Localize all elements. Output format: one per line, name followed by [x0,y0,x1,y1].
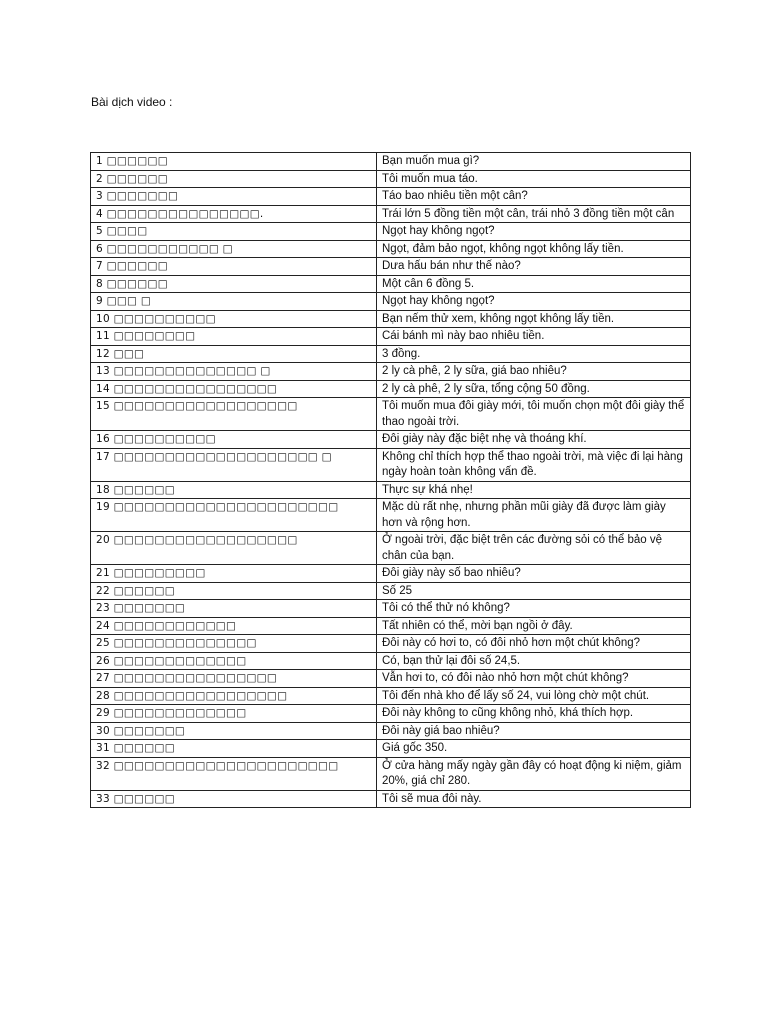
source-text-cell: 22 □□□□□□ [91,582,377,600]
source-text-cell: 26 □□□□□□□□□□□□□ [91,652,377,670]
document-heading: Bài dịch video : [91,95,173,109]
table-row [91,170,691,188]
translation-text-cell: Giá gốc 350. [377,740,691,758]
table-row [91,363,691,381]
source-text-cell: 30 □□□□□□□ [91,722,377,740]
table-row [91,431,691,449]
source-text-cell: 13 □□□□□□□□□□□□□□ □ [91,363,377,381]
translation-text-cell: Bạn muốn mua gì? [377,153,691,171]
source-text-cell: 9 □□□ □ [91,293,377,311]
source-text-cell: 4 □□□□□□□□□□□□□□□. [91,205,377,223]
table-row [91,380,691,398]
translation-text-cell: 2 ly cà phê, 2 ly sữa, tổng cộng 50 đồng. [377,380,691,398]
source-text-cell: 32 □□□□□□□□□□□□□□□□□□□□□□ [91,757,377,790]
translation-text-cell: Một cân 6 đồng 5. [377,275,691,293]
table-row [91,532,691,565]
source-text-cell: 7 □□□□□□ [91,258,377,276]
table-row [91,188,691,206]
translation-text-cell: Tất nhiên có thể, mời bạn ngồi ở đây. [377,617,691,635]
source-text-cell: 1 □□□□□□ [91,153,377,171]
translation-table [90,152,691,808]
table-row [91,448,691,481]
translation-text-cell: Số 25 [377,582,691,600]
source-text-cell: 8 □□□□□□ [91,275,377,293]
table-row [91,790,691,808]
table-row [91,205,691,223]
translation-text-cell: Đôi này giá bao nhiêu? [377,722,691,740]
translation-text-cell: Tôi đến nhà kho để lấy số 24, vui lòng chờ một chút. [377,687,691,705]
source-text-cell: 6 □□□□□□□□□□□ □ [91,240,377,258]
translation-text-cell: Vẫn hơi to, có đôi nào nhỏ hơn một chút không? [377,670,691,688]
source-text-cell: 2 □□□□□□ [91,170,377,188]
table-row [91,223,691,241]
table-row [91,153,691,171]
translation-text-cell: Không chỉ thích hợp thể thao ngoài trời, mà việc đi lại hàng ngày hoàn toàn không vấn đề. [377,448,691,481]
translation-text-cell: Tôi muốn mua táo. [377,170,691,188]
translation-text-cell: Ở ngoài trời, đặc biệt trên các đường sỏi có thể bảo vệ chân của bạn. [377,532,691,565]
translation-text-cell: Đôi giày này số bao nhiêu? [377,565,691,583]
table-row [91,687,691,705]
translation-text-cell: Trái lớn 5 đồng tiền một cân, trái nhỏ 3 đồng tiền một cân [377,205,691,223]
translation-text-cell: Táo bao nhiêu tiền một cân? [377,188,691,206]
source-text-cell: 10 □□□□□□□□□□ [91,310,377,328]
source-text-cell: 14 □□□□□□□□□□□□□□□□ [91,380,377,398]
source-text-cell: 31 □□□□□□ [91,740,377,758]
table-row [91,705,691,723]
table-row [91,600,691,618]
source-text-cell: 17 □□□□□□□□□□□□□□□□□□□□ □ [91,448,377,481]
translation-text-cell: Ngọt hay không ngọt? [377,293,691,311]
source-text-cell: 11 □□□□□□□□ [91,328,377,346]
table-row [91,398,691,431]
table-row [91,240,691,258]
table-row [91,740,691,758]
table-row [91,328,691,346]
table-row [91,670,691,688]
translation-text-cell: Thực sự khá nhẹ! [377,481,691,499]
source-text-cell: 3 □□□□□□□ [91,188,377,206]
translation-text-cell: Mặc dù rất nhẹ, nhưng phần mũi giày đã được làm giày hơn và rộng hơn. [377,499,691,532]
source-text-cell: 19 □□□□□□□□□□□□□□□□□□□□□□ [91,499,377,532]
source-text-cell: 20 □□□□□□□□□□□□□□□□□□ [91,532,377,565]
source-text-cell: 24 □□□□□□□□□□□□ [91,617,377,635]
translation-text-cell: Đôi giày này đặc biệt nhẹ và thoáng khí. [377,431,691,449]
table-row [91,757,691,790]
translation-text-cell: Tôi có thể thử nó không? [377,600,691,618]
table-row [91,617,691,635]
table-row [91,582,691,600]
table-row [91,652,691,670]
translation-text-cell: Có, bạn thử lại đôi số 24,5. [377,652,691,670]
table-row [91,481,691,499]
translation-text-cell: 3 đồng. [377,345,691,363]
source-text-cell: 12 □□□ [91,345,377,363]
table-row [91,499,691,532]
source-text-cell: 16 □□□□□□□□□□ [91,431,377,449]
source-text-cell: 23 □□□□□□□ [91,600,377,618]
source-text-cell: 27 □□□□□□□□□□□□□□□□ [91,670,377,688]
source-text-cell: 15 □□□□□□□□□□□□□□□□□□ [91,398,377,431]
translation-text-cell: Ở cửa hàng mấy ngày gần đây có hoạt động ki niệm, giảm 20%, giá chỉ 280. [377,757,691,790]
translation-text-cell: Tôi muốn mua đôi giày mới, tôi muốn chọn một đôi giày thể thao ngoài trời. [377,398,691,431]
translation-text-cell: Đôi này không to cũng không nhỏ, khá thích hợp. [377,705,691,723]
table-row [91,722,691,740]
source-text-cell: 5 □□□□ [91,223,377,241]
translation-text-cell: Bạn nếm thử xem, không ngọt không lấy tiền. [377,310,691,328]
translation-text-cell: Tôi sẽ mua đôi này. [377,790,691,808]
translation-text-cell: Dưa hấu bán như thế nào? [377,258,691,276]
table-row [91,275,691,293]
source-text-cell: 33 □□□□□□ [91,790,377,808]
table-row [91,345,691,363]
table-row [91,635,691,653]
translation-text-cell: Cái bánh mì này bao nhiêu tiền. [377,328,691,346]
translation-text-cell: Ngọt, đảm bảo ngọt, không ngọt không lấy tiền. [377,240,691,258]
source-text-cell: 28 □□□□□□□□□□□□□□□□□ [91,687,377,705]
translation-table-body [91,153,691,808]
table-row [91,258,691,276]
translation-text-cell: 2 ly cà phê, 2 ly sữa, giá bao nhiêu? [377,363,691,381]
source-text-cell: 25 □□□□□□□□□□□□□□ [91,635,377,653]
table-row [91,310,691,328]
source-text-cell: 21 □□□□□□□□□ [91,565,377,583]
translation-text-cell: Ngọt hay không ngọt? [377,223,691,241]
source-text-cell: 29 □□□□□□□□□□□□□ [91,705,377,723]
table-row [91,565,691,583]
table-row [91,293,691,311]
translation-text-cell: Đôi này có hơi to, có đôi nhỏ hơn một chút không? [377,635,691,653]
source-text-cell: 18 □□□□□□ [91,481,377,499]
